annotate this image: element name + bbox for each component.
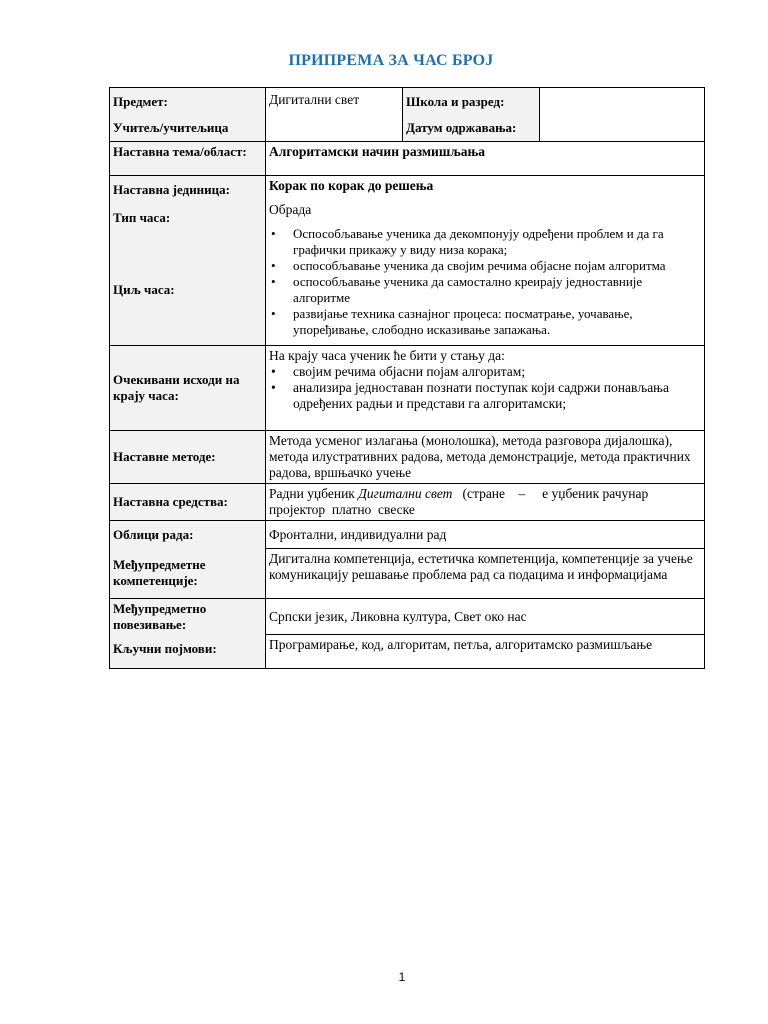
page-title: ПРИПРЕМА ЗА ЧАС БРОЈ — [288, 52, 494, 69]
oblici-label: Облици рада: — [113, 527, 194, 542]
skola-value — [540, 88, 705, 142]
povezivanje-label-cell — [110, 599, 266, 669]
cilj-item: • развијање техника сазнајног процеса: посматрање, уочавање, упоређивање, слободно исказивање запажања. — [293, 306, 701, 338]
oblici-value: Фронтални, индивидуални рад — [266, 521, 705, 549]
sredstva-label: Наставна средства: — [110, 484, 266, 521]
ishodi-item: • анализира једноставан познати поступак који садржи понављања одређених радњи и представи га алгоритамски; — [293, 380, 701, 412]
ishodi-intro: На крају часа ученик ће бити у стању да: — [269, 348, 505, 363]
row-oblici — [110, 521, 705, 549]
ishodi-value-cell — [266, 346, 705, 431]
kompetencije-value: Дигитална компетенција, естетичка компетенција, компетенције за учење комуникацију решавање проблема рад са подацима и информацијама — [266, 549, 705, 599]
ishodi-list — [269, 364, 701, 412]
row-povezivanje — [110, 599, 705, 635]
page-number: 1 — [398, 970, 406, 984]
jedinica-label: Наставна јединица: — [113, 182, 230, 197]
tema-value: Алгоритамски начин размишљања — [266, 142, 705, 176]
row-ishodi — [110, 346, 705, 431]
oblici-label-cell — [110, 521, 266, 599]
textbook-title: Дигитални свет — [358, 486, 453, 501]
pojmovi-value: Програмирање, код, алгоритам, петља, алгоритамско размишљање — [266, 635, 705, 669]
jedinica-value: Корак по корак до решења — [269, 178, 434, 193]
cilj-item: • Оспособљавање ученика да декомпонују одређени проблем и да га графички прикажу у виду низа корака; — [293, 226, 701, 258]
tip-value: Обрада — [269, 202, 312, 217]
ishodi-item: • својим речима објасни појам алгоритам; — [293, 364, 701, 380]
predmet-value: Дигитални свет — [266, 88, 403, 142]
predmet-label: Предмет: — [113, 94, 168, 109]
metode-value: Метода усменог излагања (монолошка), метода разговора дијалошка), метода илустративних радова, метода демонстрације, метода практичних радова, вршњачко учење — [266, 431, 705, 484]
row-sredstva — [110, 484, 705, 521]
sredstva-value: Радни уџбеник Дигитални свет (стране – е уџбеник рачунар пројектор платно свеске — [266, 484, 705, 521]
metode-label: Наставне методе: — [110, 431, 266, 484]
cilj-item: • оспособљавање ученика да својим речима објасне појам алгоритма — [293, 258, 701, 274]
povezivanje-value: Српски језик, Ликовна култура, Свет око нас — [266, 599, 705, 635]
tip-label: Тип часа: — [113, 210, 171, 225]
row-predmet — [110, 88, 705, 142]
povezivanje-label: Међупредметно повезивање: — [113, 601, 207, 632]
skola-label-cell — [403, 88, 540, 142]
cilj-label: Циљ часа: — [113, 282, 175, 297]
predmet-label-cell — [110, 88, 266, 142]
datum-label: Датум одржавања: — [406, 120, 517, 135]
cilj-list — [269, 226, 701, 338]
kompetencije-label: Међупредметне компетенције: — [113, 557, 206, 588]
tema-label: Наставна тема/област: — [110, 142, 266, 176]
pojmovi-label: Кључни појмови: — [113, 641, 217, 656]
row-jedinica — [110, 176, 705, 346]
jedinica-value-cell — [266, 176, 705, 346]
lesson-plan-table — [109, 87, 705, 669]
cilj-item: • оспособљавање ученика да самостално креирају једноставније алгоритме — [293, 274, 701, 306]
jedinica-label-cell — [110, 176, 266, 346]
ucitelj-label: Учитељ/учитељица — [113, 120, 229, 135]
ishodi-label: Очекивани исходи на крају часа: — [110, 346, 266, 431]
row-metode — [110, 431, 705, 484]
skola-label: Школа и разред: — [406, 94, 505, 109]
row-tema — [110, 142, 705, 176]
